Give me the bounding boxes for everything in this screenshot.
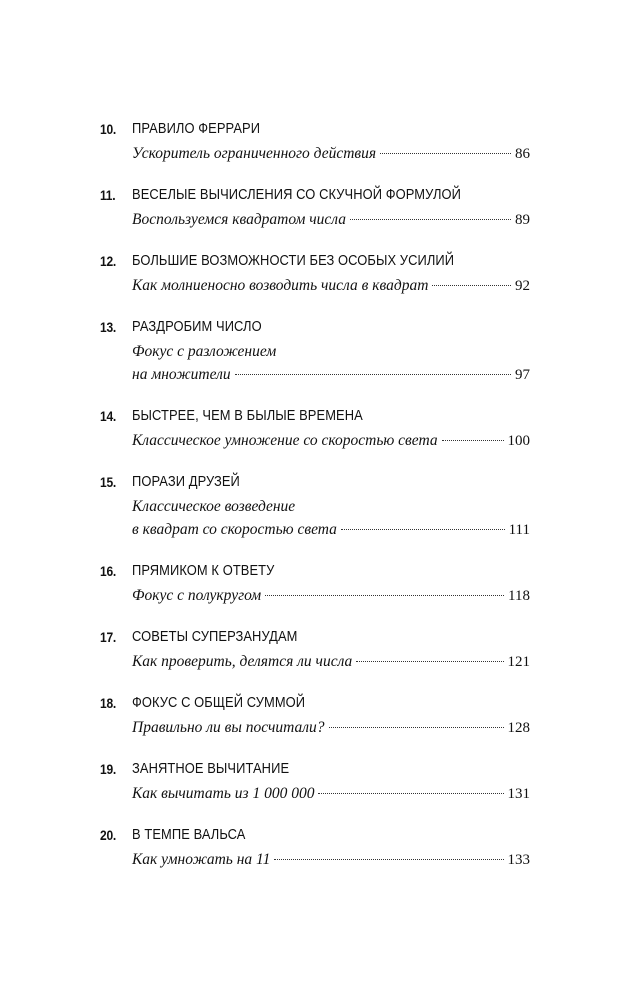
dot-leader	[380, 153, 511, 154]
chapter-number: 11.	[100, 187, 116, 203]
chapter-subtitle-continued: в квадрат со скоростью света	[132, 521, 337, 538]
page-number: 92	[515, 278, 530, 294]
page-number: 131	[507, 786, 530, 802]
dot-leader	[432, 285, 511, 286]
chapter-number: 15.	[100, 474, 116, 490]
chapter-title: ПРАВИЛО ФЕРРАРИ	[132, 120, 261, 137]
chapter-number: 18.	[100, 695, 116, 711]
chapter-subtitle: Ускоритель ограниченного действия	[132, 145, 377, 162]
chapter-title: СОВЕТЫ СУПЕРЗАНУДАМ	[132, 628, 298, 645]
toc-entry[interactable]	[100, 624, 530, 674]
chapter-number: 16.	[100, 563, 116, 579]
chapter-subtitle: Как проверить, делятся ли числа	[132, 653, 353, 670]
toc-entry[interactable]	[100, 822, 530, 872]
chapter-title: БОЛЬШИЕ ВОЗМОЖНОСТИ БЕЗ ОСОБЫХ УСИЛИЙ	[132, 252, 455, 269]
dot-leader	[318, 793, 503, 794]
chapter-title: В ТЕМПЕ ВАЛЬСА	[132, 826, 246, 843]
dot-leader	[341, 529, 505, 530]
chapter-subtitle: Как молниеносно возводить числа в квадрат	[132, 277, 429, 294]
dot-leader	[329, 727, 504, 728]
chapter-title: ФОКУС С ОБЩЕЙ СУММОЙ	[132, 694, 306, 711]
chapter-subtitle: Как умножать на 11	[132, 851, 271, 868]
page-number: 86	[515, 146, 530, 162]
toc-entry[interactable]	[100, 248, 530, 298]
chapter-title: ПРЯМИКОМ К ОТВЕТУ	[132, 562, 275, 579]
chapter-number: 14.	[100, 408, 116, 424]
chapter-subtitle: Как вычитать из 1 000 000	[132, 785, 315, 802]
chapter-subtitle-continued: на множители	[132, 366, 231, 383]
dot-leader	[356, 661, 503, 662]
page-number: 118	[508, 588, 530, 604]
chapter-number: 17.	[100, 629, 116, 645]
chapter-number: 12.	[100, 253, 116, 269]
chapter-subtitle: Классическое возведение	[132, 498, 296, 515]
toc-entry[interactable]	[100, 558, 530, 608]
chapter-number: 10.	[100, 121, 116, 137]
chapter-number: 20.	[100, 827, 116, 843]
toc-entry[interactable]	[100, 403, 530, 453]
page-number: 121	[507, 654, 530, 670]
dot-leader	[235, 374, 511, 375]
chapter-title: ЗАНЯТНОЕ ВЫЧИТАНИЕ	[132, 760, 290, 777]
toc-entry[interactable]	[100, 116, 530, 166]
chapter-title: БЫСТРЕЕ, ЧЕМ В БЫЛЫЕ ВРЕМЕНА	[132, 407, 363, 424]
chapter-title: ВЕСЕЛЫЕ ВЫЧИСЛЕНИЯ СО СКУЧНОЙ ФОРМУЛОЙ	[132, 186, 462, 203]
page-number: 100	[507, 433, 530, 449]
chapter-number: 13.	[100, 319, 116, 335]
dot-leader	[274, 859, 503, 860]
toc-entry[interactable]	[100, 756, 530, 806]
toc-entry[interactable]	[100, 314, 530, 387]
toc-entry[interactable]	[100, 690, 530, 740]
toc-entry[interactable]	[100, 182, 530, 232]
toc-entry[interactable]	[100, 469, 530, 542]
page-number: 128	[507, 720, 530, 736]
page-number: 89	[515, 212, 530, 228]
chapter-subtitle: Фокус с разложением	[132, 343, 277, 360]
table-of-contents	[100, 116, 530, 872]
chapter-number: 19.	[100, 761, 116, 777]
dot-leader	[350, 219, 511, 220]
page-number: 111	[508, 522, 530, 538]
page-number: 97	[515, 367, 530, 383]
page-number: 133	[507, 852, 530, 868]
chapter-title: ПОРАЗИ ДРУЗЕЙ	[132, 473, 240, 490]
chapter-title: РАЗДРОБИМ ЧИСЛО	[132, 318, 262, 335]
chapter-subtitle: Фокус с полукругом	[132, 587, 262, 604]
dot-leader	[265, 595, 504, 596]
chapter-subtitle: Правильно ли вы посчитали?	[132, 719, 325, 736]
chapter-subtitle: Воспользуемся квадратом числа	[132, 211, 346, 228]
chapter-subtitle: Классическое умножение со скоростью света	[132, 432, 438, 449]
dot-leader	[442, 440, 504, 441]
